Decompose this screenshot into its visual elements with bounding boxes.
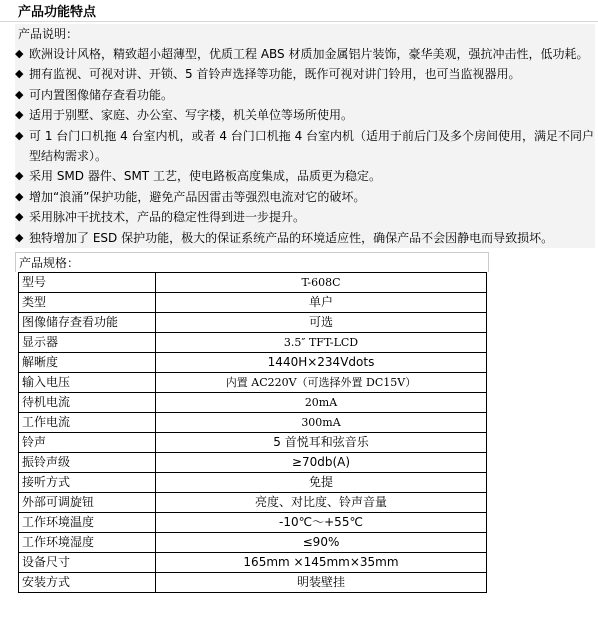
feature-item: ◆ 独特增加了 ESD 保护功能，极大的保证系统产品的环境适应性，确保产品不会因静电而导致损坏。 (15, 228, 595, 248)
spec-value: 明装壁挂 (156, 573, 487, 593)
table-row (19, 413, 487, 433)
divider (0, 21, 598, 22)
table-row (19, 553, 487, 573)
spec-key: 显示器 (19, 333, 156, 353)
spec-table (18, 272, 487, 593)
feature-item: ◆ 采用脉冲干扰技术，产品的稳定性得到进一步提升。 (15, 207, 595, 227)
table-row (19, 313, 487, 333)
table-row (19, 353, 487, 373)
table-row (19, 533, 487, 553)
table-row (19, 473, 487, 493)
table-row (19, 333, 487, 353)
feature-item: ◆ 可 1 台门口机拖 4 台室内机，或者 4 台门口机拖 4 台室内机（适用于前后门及多个房间使用，满足不同户型结构需求）。 (15, 126, 595, 167)
feature-item: ◆ 可内置图像储存查看功能。 (15, 85, 595, 105)
feature-section (15, 24, 595, 248)
spec-value: 免提 (156, 473, 487, 493)
diamond-bullet-icon: ◆ (15, 128, 24, 142)
feature-item: ◆ 欧洲设计风格，精致超小超薄型，优质工程 ABS 材质加金属铝片装饰，豪华美观，强抗冲击性，低功耗。 (15, 44, 595, 64)
intro-label: 产品说明： (18, 27, 79, 41)
spec-key: 工作环境湿度 (19, 533, 156, 553)
spec-value: ≥70db(A) (156, 453, 487, 473)
spec-value: 20mA (156, 393, 487, 413)
diamond-bullet-icon: ◆ (15, 169, 24, 183)
spec-key: 类型 (19, 293, 156, 313)
spec-key: 解晰度 (19, 353, 156, 373)
spec-key: 设备尺寸 (19, 553, 156, 573)
spec-key: 振铃声级 (19, 453, 156, 473)
spec-section-label: 产品规格： (15, 252, 489, 272)
diamond-bullet-icon: ◆ (15, 189, 24, 203)
spec-value: 5 首悦耳和弦音乐 (156, 433, 487, 453)
spec-key: 待机电流 (19, 393, 156, 413)
spec-key: 铃声 (19, 433, 156, 453)
spec-value: 内置 AC220V（可选择外置 DC15V） (156, 373, 487, 393)
spec-value: T-608C (156, 273, 487, 293)
table-row (19, 493, 487, 513)
spec-value: ≤90% (156, 533, 487, 553)
spec-value: 300mA (156, 413, 487, 433)
diamond-bullet-icon: ◆ (15, 210, 24, 224)
diamond-bullet-icon: ◆ (15, 67, 24, 81)
spec-value: -10℃～+55℃ (156, 513, 487, 533)
table-row (19, 433, 487, 453)
spec-key: 工作环境温度 (19, 513, 156, 533)
spec-key: 工作电流 (19, 413, 156, 433)
spec-key: 型号 (19, 273, 156, 293)
diamond-bullet-icon: ◆ (15, 87, 24, 101)
diamond-bullet-icon: ◆ (15, 230, 24, 244)
spec-value: 单户 (156, 293, 487, 313)
spec-key: 外部可调旋钮 (19, 493, 156, 513)
spec-value: 3.5″ TFT-LCD (156, 333, 487, 353)
spec-key: 安装方式 (19, 573, 156, 593)
diamond-bullet-icon: ◆ (15, 47, 24, 60)
spec-key: 接听方式 (19, 473, 156, 493)
table-row (19, 273, 487, 293)
spec-key: 输入电压 (19, 373, 156, 393)
feature-item: ◆ 拥有监视、可视对讲、开锁、5 首铃声选择等功能，既作可视对讲门铃用，也可当监视器用。 (15, 64, 595, 84)
feature-item: ◆ 适用于别墅、家庭、办公室、写字楼，机关单位等场所使用。 (15, 105, 595, 125)
table-row (19, 373, 487, 393)
page-title: 产品功能特点 (18, 5, 97, 20)
table-row (19, 453, 487, 473)
feature-item: ◆ 采用 SMD 器件、SMT 工艺，使电路板高度集成，品质更为稳定。 (15, 166, 595, 186)
table-row (19, 513, 487, 533)
spec-key: 图像储存查看功能 (19, 313, 156, 333)
feature-item: ◆ 增加“浪涌”保护功能，避免产品因雷击等强烈电流对它的破坏。 (15, 187, 595, 207)
spec-value: 亮度、对比度、铃声音量 (156, 493, 487, 513)
spec-value: 1440H×234Vdots (156, 353, 487, 373)
table-row (19, 573, 487, 593)
diamond-bullet-icon: ◆ (15, 108, 24, 122)
table-row (19, 393, 487, 413)
table-row (19, 293, 487, 313)
spec-value: 可选 (156, 313, 487, 333)
spec-value: 165mm ×145mm×35mm (156, 553, 487, 573)
